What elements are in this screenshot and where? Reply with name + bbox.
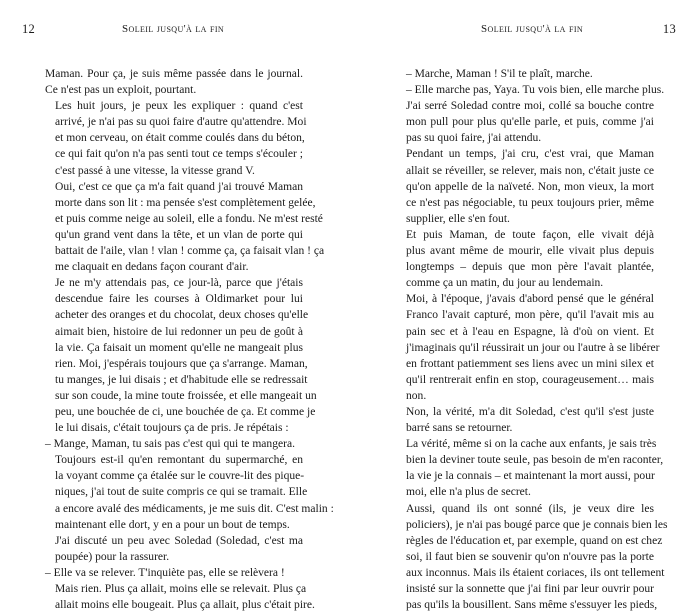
text-line: morte dans son lit : ma pensée s'est complètement gelée,	[55, 196, 316, 209]
text-line: le lui disais, c'était toujours ça de pris. Je répétais :	[55, 422, 289, 435]
text-line: – Mange, Maman, tu sais pas c'est qui qui te mangera.	[45, 438, 295, 451]
text-line: bien la deviner toute seule, pas besoin de m'en raconter,	[406, 454, 664, 467]
paragraph	[396, 436, 664, 500]
right-page	[350, 0, 700, 612]
text-line: tu manges, je lui disais ; et d'habitude elle se redressait	[55, 373, 308, 386]
text-line: J'ai serré Soledad contre moi, collé sa bouche contre	[406, 100, 654, 113]
text-line: barré sans se retourner.	[406, 422, 513, 435]
text-line: aux inconnus. Mais ils étaient coriaces, ils ont tellement	[406, 566, 665, 579]
text-line: qu'il rentrerait enfin en stop, courageusement… mais	[406, 373, 654, 386]
text-line: sur son coude, la mine toute froissée, et elle mangeait un	[55, 389, 317, 402]
text-line: maintenant elle dort, y en a pour un bout de temps.	[55, 518, 290, 531]
paragraph	[396, 146, 654, 226]
text-line: mon pull pour plus qu'elle parle, et puis, comme j'ai	[406, 116, 654, 129]
text-line: pas su quoi faire, j'ai attendu.	[406, 132, 542, 145]
paragraph	[45, 179, 325, 276]
paragraph	[396, 404, 654, 436]
text-line: Franco l'avait capturé, mon père, qu'il l'avait mis au	[406, 309, 654, 322]
text-line: supplier, elle s'en fout.	[406, 212, 510, 225]
text-line: – Elle va se relever. T'inquiète pas, elle se relèvera !	[45, 566, 285, 579]
text-line: la vie je la connais – et maintenant la mort aussi, pour	[406, 470, 655, 483]
paragraph	[45, 275, 317, 436]
paragraph	[45, 66, 303, 98]
text-line: peu, une bouchée de ci, une bouchée de ça. Et comme je	[55, 405, 316, 418]
text-line: Maman. Pour ça, je suis même passée dans le journal.	[45, 68, 303, 80]
text-line: Aussi, quand ils ont sonné (ils, je veux dire les	[406, 502, 654, 515]
text-line: allait se réveiller, se relever, mais non, c'était juste ce	[406, 164, 654, 177]
text-line: allait moins elle bougeait. Plus ça allait, plus c'était pire.	[55, 599, 315, 612]
text-line: Et puis Maman, de toute façon, elle vivait déjà	[406, 228, 654, 241]
paragraph	[45, 98, 307, 178]
text-line: non.	[406, 389, 427, 402]
text-line: Non, la vérité, m'a dit Soledad, c'est qu'il s'est juste	[406, 405, 654, 418]
text-line: ce n'est pas négociable, tu peux toujours prier, même	[406, 196, 654, 209]
paragraph	[45, 581, 315, 613]
text-line: en frottant patiemment ses liens avec un mini silex et	[406, 357, 654, 370]
text-line: plus avant même de mourir, elle vivait plus depuis	[406, 245, 654, 258]
text-line: la vie. Ça faisait un moment qu'elle ne mangeait plus	[55, 341, 303, 354]
text-line: descendue faire les courses à Oldimarket pour lui	[55, 293, 303, 306]
text-line: a encore avalé des médicaments, je me suis dit. C'est malin :	[55, 502, 334, 515]
text-line: Pendant un temps, j'ai cru, c'est vrai, que Maman	[406, 148, 654, 161]
text-line: j'imaginais qu'il réussirait un jour ou l'autre à se libérer	[406, 341, 660, 354]
paragraph	[45, 565, 303, 581]
text-line: la voyant comme ça étalée sur le couvre-lit des pique-	[55, 470, 305, 483]
text-line: ce qui fait qu'on n'a pas senti tout ce temps s'écouler ;	[55, 148, 303, 161]
text-line: J'ai discuté un peu avec Soledad (Soledad, c'est ma	[55, 534, 303, 547]
text-line: niques, j'ai tout de suite compris ce qui se tramait. Elle	[55, 486, 308, 499]
paragraph	[396, 98, 654, 146]
text-line: La vérité, même si on la cache aux enfants, je sais très	[406, 438, 657, 451]
text-line: poupée) pour la rassurer.	[55, 550, 170, 563]
text-line: acheter des oranges et du chocolat, deux choses qu'elle	[55, 309, 309, 322]
text-line: Toujours est-il qu'en remontant du supermarché, en	[55, 454, 303, 467]
paragraph	[396, 66, 654, 82]
text-line: et mon cerveau, on était comme coulés dans du béton,	[55, 132, 305, 145]
text-line: pain sec et à l'eau en Espagne, là d'où on vient. Et	[406, 325, 654, 338]
text-line: règles de l'éducation et, par exemple, quand on est chez	[406, 534, 663, 547]
right-header	[350, 22, 700, 38]
paragraph	[45, 533, 303, 565]
text-line: comme ça un matin, du jour au lendemain.	[406, 277, 604, 290]
text-line: Oui, c'est ce que ça m'a fait quand j'ai trouvé Maman	[55, 180, 303, 193]
left-header	[0, 22, 350, 38]
running-head: Soleil jusqu'à la fin	[122, 23, 225, 35]
text-line: et puis comme neige au soleil, elle a fondu. Ne m'est resté	[55, 212, 323, 225]
running-head: Soleil jusqu'à la fin	[481, 23, 584, 35]
text-line: Je ne m'y attendais pas, ce jour-là, parce que j'étais	[55, 277, 303, 290]
text-line: battait de l'aile, vlan ! vlan ! comme ça, ça faisait vlan ! ça	[55, 245, 325, 258]
right-body-text	[396, 66, 668, 613]
text-line: Moi, à l'époque, j'avais d'abord pensé que le général	[406, 293, 654, 306]
text-line: Mais rien. Plus ça allait, moins elle se relevait. Plus ça	[55, 583, 307, 595]
text-line: me claquait en dedans façon courant d'air.	[55, 261, 249, 274]
left-page	[0, 0, 350, 612]
text-line: qu'on appelle de la naïveté. Non, mon vieux, la mort	[406, 180, 654, 193]
text-line: soi, il faut bien se souvenir qu'on n'ouvre pas la porte	[406, 550, 654, 563]
text-line: qu'un grand vent dans la tête, et un vlan de porte qui	[55, 228, 303, 241]
text-line: longtemps – depuis que mon père l'avait plantée,	[406, 261, 654, 274]
paragraph	[45, 436, 303, 452]
text-line: Les huit jours, je peux les expliquer : quand c'est	[55, 100, 303, 113]
left-body-text	[45, 66, 334, 613]
page-number: 13	[662, 22, 676, 36]
text-line: policiers), je n'ai pas bougé parce que je connais bien les	[406, 518, 668, 531]
text-line: moi, elle n'a plus de secret.	[406, 486, 531, 499]
paragraph	[396, 501, 668, 613]
text-line: – Elle marche pas, Yaya. Tu vois bien, elle marche plus.	[406, 84, 665, 97]
text-line: – Marche, Maman ! S'il te plaît, marche.	[406, 68, 593, 80]
text-line: c'est passé à une vitesse, la vitesse grand V.	[55, 164, 255, 177]
text-line: insisté sur la sonnette que j'ai fini par leur ouvrir pour	[406, 583, 654, 595]
paragraph	[396, 82, 665, 98]
paragraph	[45, 452, 334, 532]
text-line: Ce n'est pas un exploit, pourtant.	[45, 84, 197, 97]
text-line: aimait bien, histoire de lui redonner un peu de goût à	[55, 325, 303, 338]
page-number: 12	[22, 22, 36, 36]
text-line: arrivé, je n'ai pas su quoi faire d'autre qu'attendre. Moi	[55, 116, 307, 129]
paragraph	[396, 291, 660, 404]
text-line: pas qu'ils la bousillent. Sans même s'essuyer les pieds,	[406, 599, 658, 612]
paragraph	[396, 227, 654, 291]
text-line: rien. Moi, j'espérais toujours que ça s'arrange. Maman,	[55, 357, 308, 370]
